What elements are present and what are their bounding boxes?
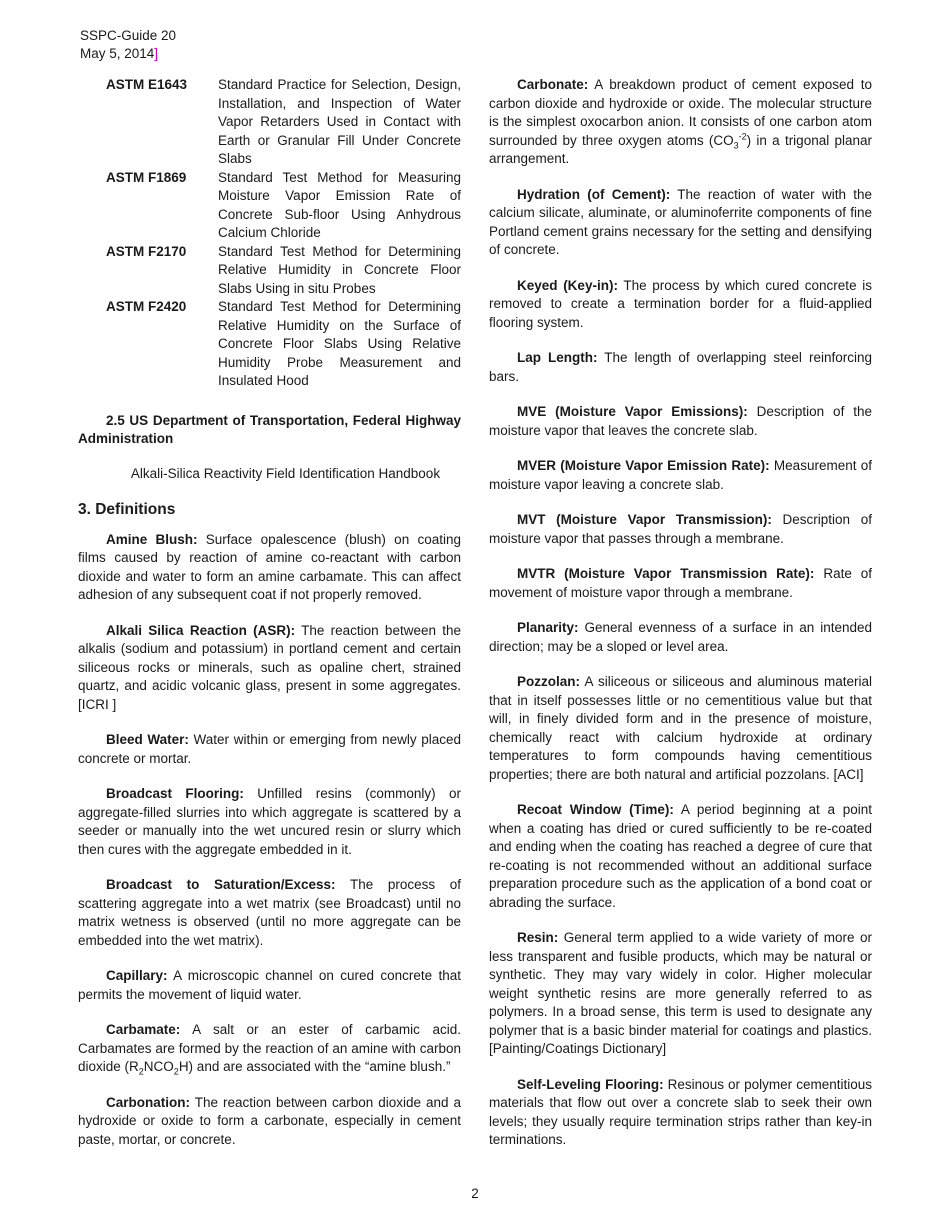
definition-amine-blush bbox=[78, 531, 461, 605]
definition-text: Surface opalescence (blush) on coating films caused by reaction of amine co-reactant with carbon dioxide and water to form an amine carbamate. This can affect adhesion of any subsequent coat if not properly removed. bbox=[78, 531, 461, 602]
definition-text: Water within or emerging from newly placed concrete or mortar. bbox=[78, 732, 461, 766]
document-date bbox=[80, 45, 176, 63]
definition-term: Self-Leveling Flooring: bbox=[517, 1076, 664, 1092]
definition-term: Resin: bbox=[517, 930, 559, 945]
definition-term: Recoat Window (Time): bbox=[517, 802, 674, 817]
standard-title: Standard Test Method for Determining Relative Humidity in Concrete Floor Slabs Using in situ Probes bbox=[218, 243, 461, 296]
definition-text: Resinous or polymer cementitious materials that flow out over a concrete slab to seek their own levels; they usually require termination strips rather than key-in terminations. bbox=[489, 1076, 872, 1147]
definition-capillary bbox=[78, 967, 461, 1004]
definition-keyed bbox=[489, 277, 872, 333]
superscript: -2 bbox=[738, 131, 747, 141]
definition-term: Carbamate: bbox=[106, 1022, 181, 1037]
definition-text: A siliceous or siliceous and aluminous material that in itself possesses little or no cementitious value but that will, in finely divided form and in the presence of moisture, chemically react with calcium hydroxide at ordinary temperatures to form compounds having cementitious properties; there are both natural and artificial pozzolans. [ACI] bbox=[489, 674, 872, 782]
definition-text: The reaction of water with the calcium silicate, aluminate, or aluminoferrite components of fine Portland cement grains necessary for the setting and densifying of concrete. bbox=[489, 186, 872, 257]
formula-part: NCO bbox=[143, 1059, 174, 1074]
definition-mvt bbox=[489, 511, 872, 548]
definition-term: Carbonation: bbox=[106, 1094, 190, 1110]
definition-text: Unfilled resins (commonly) or aggregate-filled slurries into which aggregate is scattered by a seeder or manually into the wet uncured resin or slurry which then cures with the aggregate embedded in it. bbox=[78, 786, 462, 857]
definition-broadcast-flooring bbox=[78, 785, 461, 859]
definition-term: Hydration (of Cement): bbox=[517, 186, 671, 202]
definition-term: Capillary: bbox=[106, 968, 168, 983]
definition-text: ) in a trigonal planar arrangement. bbox=[489, 132, 872, 166]
date-text: May 5, 2014 bbox=[80, 45, 155, 61]
definition-lap-length bbox=[489, 349, 872, 386]
definition-term: MVE (Moisture Vapor Emissions): bbox=[517, 404, 748, 419]
definition-recoat-window bbox=[489, 801, 872, 912]
standard-code: ASTM F1869 bbox=[106, 169, 187, 185]
standard-entry bbox=[106, 243, 461, 299]
definition-text: The reaction between carbon dioxide and a hydroxide or oxide to form a carbonate, especially in cement paste, mortar, or concrete. bbox=[78, 1094, 461, 1147]
definition-text: A breakdown product of cement exposed to carbon dioxide and hydroxide or oxide. The molecular structure is the simplest oxocarbon anion. It consists of one carbon atom surrounded by three oxygen atoms (CO bbox=[489, 77, 872, 148]
definition-term: Carbonate: bbox=[517, 77, 589, 92]
definition-carbonation bbox=[78, 1094, 461, 1150]
definition-mver bbox=[489, 457, 872, 494]
definition-pozzolan bbox=[489, 673, 872, 784]
definition-term: Planarity: bbox=[517, 620, 579, 635]
definition-term: Keyed (Key-in): bbox=[517, 277, 618, 293]
left-column bbox=[78, 76, 461, 1149]
definition-carbonate bbox=[489, 76, 872, 169]
definition-carbamate bbox=[78, 1021, 461, 1077]
definition-bleed-water bbox=[78, 731, 461, 768]
definition-text: General term applied to a wide variety of more or less transparent and fusible products, which may be natural or synthetic. They may vary widely in color. Higher molecular weight synthetic resins are more generally referred to as polymers. In a broad sense, this term is used to designate any polymer that is a basic binder material for coatings and plastics. [Painting/Coatings Dictionary] bbox=[489, 930, 872, 1056]
definition-term: MVT (Moisture Vapor Transmission): bbox=[517, 512, 772, 527]
definition-mvtr bbox=[489, 565, 872, 602]
definition-term: Broadcast to Saturation/Excess: bbox=[106, 877, 336, 892]
definition-text: A salt or an ester of carbamic acid. Carbamates are formed by the reaction of an amine with carbon dioxide (R bbox=[78, 1022, 461, 1074]
publication-title: Alkali-Silica Reactivity Field Identification Handbook bbox=[130, 465, 441, 481]
section-heading: 3. Definitions bbox=[78, 501, 176, 518]
definition-text: The process of scattering aggregate into a wet matrix (see Broadcast) until no matrix wetness is observed (until no more aggregate can be embedded into the wet matrix). bbox=[78, 877, 461, 948]
definition-text: Rate of movement of moisture vapor through a membrane. bbox=[489, 566, 873, 600]
definition-text: A microscopic channel on cured concrete that permits the movement of liquid water. bbox=[78, 968, 461, 1002]
definition-term: Lap Length: bbox=[517, 350, 598, 365]
document-id: SSPC-Guide 20 bbox=[80, 28, 177, 43]
definition-term: Amine Blush: bbox=[106, 531, 198, 547]
definition-text: Description of moisture vapor that passes through a membrane. bbox=[489, 512, 872, 546]
standard-entry bbox=[106, 169, 461, 243]
definition-text: General evenness of a surface in an intended direction; may be a sloped or level area. bbox=[489, 620, 872, 654]
definition-term: Bleed Water: bbox=[106, 732, 189, 747]
definition-text: Description of the moisture vapor that leaves the concrete slab. bbox=[489, 404, 872, 438]
definition-planarity bbox=[489, 619, 872, 656]
definition-term: Alkali Silica Reaction (ASR): bbox=[106, 622, 296, 638]
definition-broadcast-saturation bbox=[78, 876, 461, 950]
standard-entry bbox=[106, 76, 461, 169]
definition-text: The reaction between the alkalis (sodium and potassium) in portland cement and certain siliceous rocks or minerals, such as opaline chert, strained quartz, and acidic volcanic glass, present in some aggregates. [ICRI ] bbox=[78, 622, 462, 712]
definition-text: Measurement of moisture vapor leaving a concrete slab. bbox=[489, 458, 873, 492]
definition-term: Broadcast Flooring: bbox=[106, 786, 244, 801]
definition-hydration bbox=[489, 186, 872, 260]
page-number: 2 bbox=[471, 1186, 479, 1201]
revision-bracket: ] bbox=[154, 45, 159, 61]
page-header bbox=[80, 27, 176, 62]
definition-self-leveling bbox=[489, 1076, 872, 1150]
definition-mve bbox=[489, 403, 872, 440]
standard-code: ASTM F2170 bbox=[106, 243, 187, 259]
standard-entry bbox=[106, 298, 461, 391]
standard-code: ASTM E1643 bbox=[106, 77, 188, 92]
definition-text: H) and are associated with the “amine blush.” bbox=[178, 1059, 451, 1074]
definition-text: The length of overlapping steel reinforcing bars. bbox=[489, 350, 872, 384]
right-column bbox=[489, 76, 872, 1150]
standard-code: ASTM F2420 bbox=[106, 299, 187, 314]
definition-text: A period beginning at a point when a coating has dried or cured sufficiently to be re-coated and ending when the coating has reached a degree of cure that re-coating is not recommended without an additional surface preparation procedure such as the application of a bond coat or abrading the surface. bbox=[489, 802, 872, 910]
subsection-heading: 2.5 US Department of Transportation, Federal Highway Administration bbox=[78, 412, 461, 446]
standard-title: Standard Practice for Selection, Design, Installation, and Inspection of Water Vapor Retarders Used in Contact with Earth or Granular Fill Under Concrete Slabs bbox=[218, 77, 461, 166]
subscript: 2 bbox=[138, 1066, 144, 1077]
standard-title: Standard Test Method for Determining Relative Humidity on the Surface of Concrete Floor Slabs Using Relative Humidity Probe Measurement and Insulated Hood bbox=[218, 299, 461, 388]
definition-term: MVTR (Moisture Vapor Transmission Rate): bbox=[517, 566, 815, 581]
subscript: 3 bbox=[733, 140, 739, 151]
definition-resin bbox=[489, 929, 872, 1059]
standard-title: Standard Test Method for Measuring Moisture Vapor Emission Rate of Concrete Sub-floor Using Anhydrous Calcium Chloride bbox=[218, 169, 461, 240]
definition-text: The process by which cured concrete is removed to create a termination border for a fluid-applied flooring system. bbox=[489, 277, 872, 330]
subscript: 2 bbox=[173, 1066, 179, 1077]
definition-asr bbox=[78, 622, 461, 715]
definition-term: Pozzolan: bbox=[517, 674, 580, 689]
definition-term: MVER (Moisture Vapor Emission Rate): bbox=[517, 458, 770, 473]
